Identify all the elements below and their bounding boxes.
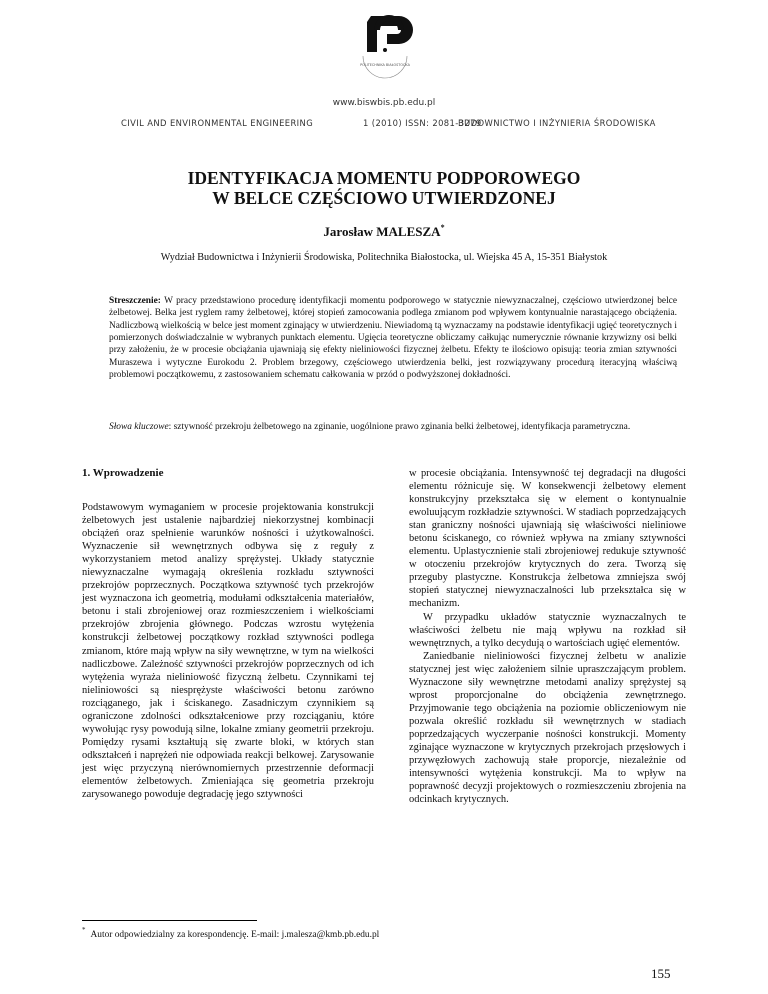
journal-title-en: CIVIL AND ENVIRONMENTAL ENGINEERING [121, 118, 314, 128]
keywords-text: : sztywność przekroju żelbetowego na zginanie, uogólnione prawo zginania belki żelbetowej, identyfikacja parametryczna. [168, 422, 631, 432]
footnote-text: Autor odpowiedzialny za korespondencję. E-mail: j.malesza@kmb.pb.edu.pl [90, 930, 380, 940]
logo-text: POLITECHNIKA BIAŁOSTOCKA [360, 63, 410, 67]
paper-title [0, 168, 768, 208]
abstract-label: Streszczenie: [109, 296, 161, 306]
title-line-1: IDENTYFIKACJA MOMENTU PODPOROWEGO [187, 168, 581, 188]
right-paragraph-3: Zaniedbanie nieliniowości fizycznej żelbetu w analizie statycznej jest więc założeniem silnie upraszczającym problem. Wyznaczone siły wewnętrzne metodami analizy sprężystej są wprost proporcjonalne do obciążenia zewnętrznego. Przyjmowanie tego obciążenia na poziomie obliczeniowym nie pozwala określić rozkładu sił wewnętrznych w stadiach poprzedzających wyczerpanie nośności konstrukcji. Momenty zginające wyznaczone w krytycznych przekrojach przęsłowych i przywęzłowych zachowują stałe proporcje, niezależnie od intensywności wytężenia konstrukcji. Ma to wpływ na poprawność decyzji projektowych o rozmieszczeniu zbrojenia na odcinkach krytycznych. [409, 650, 686, 806]
affiliation: Wydział Budownictwa i Inżynierii Środowiska, Politechnika Białostocka, ul. Wiejska 45 A, 15-351 Białystok [160, 252, 608, 263]
right-paragraph-2: W przypadku układów statycznie wyznaczalnych te właściwości żelbetu nie mają wpływu na rozkład sił wewnętrznych, a tylko decydują o wartościach ugięć elementów. [409, 611, 686, 649]
author-footnote-mark: * [440, 223, 445, 232]
right-column [409, 467, 686, 806]
author-name: Jarosław MALESZA [323, 224, 441, 239]
right-paragraph-1: w procesie obciążania. Intensywność tej degradacji na długości elementu różnicuje się. W konsekwencji żelbetowy element konstrukcyjny przekształca się w element o kontynualnie ewoluującym rozkładzie sztywności. W stadiach poprzedzających stan graniczny nośności ujawniają się właściwości nieliniowe betonu ściskanego, co również wpływa na zmiany sztywności elementu. Uplastycznienie stali zbrojeniowej redukuje sztywność w otoczeniu przekrojów krytycznych do zera. Tworzą się przeguby plastyczne. Konstrukcja żelbetowa zmniejsza swój stopień statycznej niewyznaczalności lub przekształca się w mechanizm. [409, 468, 686, 610]
keywords-label: Słowa kluczowe [109, 422, 169, 432]
university-logo-icon [355, 12, 415, 82]
keywords [109, 421, 677, 433]
journal-website: www.biswbis.pb.edu.pl [332, 98, 436, 108]
section-heading: 1. Wprowadzenie [82, 467, 164, 479]
author [0, 223, 768, 240]
journal-title-pl: BUDOWNICTWO I INŻYNIERIA ŚRODOWISKA [458, 118, 656, 128]
abstract-text: W pracy przedstawiono procedurę identyfikacji momentu podporowego w statycznie niewyznaczalnej, częściowo utwierdzonej belce żelbetowej. Belka jest ryglem ramy żelbetowej, której stopień zamocowania podlega zmianom pod wpływem kontynualnie narastającego obciążenia. Nadliczbową wielkością w belce jest moment zginający w utwierdzeniu. Niewiadomą tą wyznaczamy na podstawie identyfikacji ugięć teoretycznych i pomierzonych doświadczalnie w wybranych punktach elementu. Ugięcia teoretyczne obliczamy całkując numerycznie równanie krzywizny osi belki przy założeniu, że w procesie obciążania ujawniają się efekty nieliniowości fizycznej żelbetu. Efekty te ilościowo opisują: teoria zmian sztywności Muraszewa i wytyczne Eurokodu 2. Problem brzegowy, częściowego utwierdzenia belki, jest rozwiązywany procedurą iteracyjną właściwą problemowi początkowemu, z zastosowaniem schematu całkowania w przód o podwyższonej dokładności. [109, 296, 677, 381]
footnote-rule [82, 920, 257, 921]
left-column [82, 467, 374, 801]
left-paragraph: Podstawowym wymaganiem w procesie projektowania konstrukcji żelbetowych jest ustalenie najbardziej niekorzystnej kombinacji obciążeń oraz spełnienie warunków nośności i użytkowalności. Wyznaczenie sił wewnętrznych odbywa się z reguły z wykorzystaniem metod analizy sprężystej. Układy statycznie niewyznaczalne wymagają określenia rozkładu sztywności przekrojów poprzecznych. Początkowa sztywność tych przekrojów jest wyznaczona ich geometrią, modułami odkształcenia materiałów, betonu i stali zbrojeniowej oraz rozmieszczeniem i wielkościami przekrojów zbrojenia głównego. Podczas wzrostu wytężenia konstrukcji żelbetowej początkowy rozkład sztywności podlega zmianom, które mają wpływ na siły wewnętrzne, w tym na wielkości nadliczbowe. Zależność sztywności przekrojów poprzecznych od ich wytężenia wyraża nieliniowość fizyczną żelbetu. Czynnikami tej nieliniowości są niesprężyste właściwości betonu zarówno rozciąganego, jak i ściskanego. Zasadniczym czynnikiem są ograniczone zdolności odkształceniowe przy rozciąganiu, które wywołując rysy powodują silne, lokalne zmiany geometrii przekroju. Pomiędzy rysami kształtują się zwarte bloki, w których stan odkształceń i naprężeń nie odpowiada reakcji belkowej. Zarysowanie jest więc przyczyną nierównomiernych przestrzennie deformacji elementów żelbetowych. Zmieniająca się geometria przekroju zarysowanego powoduje degradację jego sztywności [82, 502, 374, 801]
footnote-mark: * [82, 926, 86, 934]
journal-issue: 1 (2010) ISSN: 2081-3279 [363, 118, 482, 128]
footnote [82, 926, 379, 940]
page-number: 155 [651, 966, 671, 981]
title-line-2: W BELCE CZĘŚCIOWO UTWIERDZONEJ [212, 188, 556, 208]
abstract [109, 295, 677, 381]
